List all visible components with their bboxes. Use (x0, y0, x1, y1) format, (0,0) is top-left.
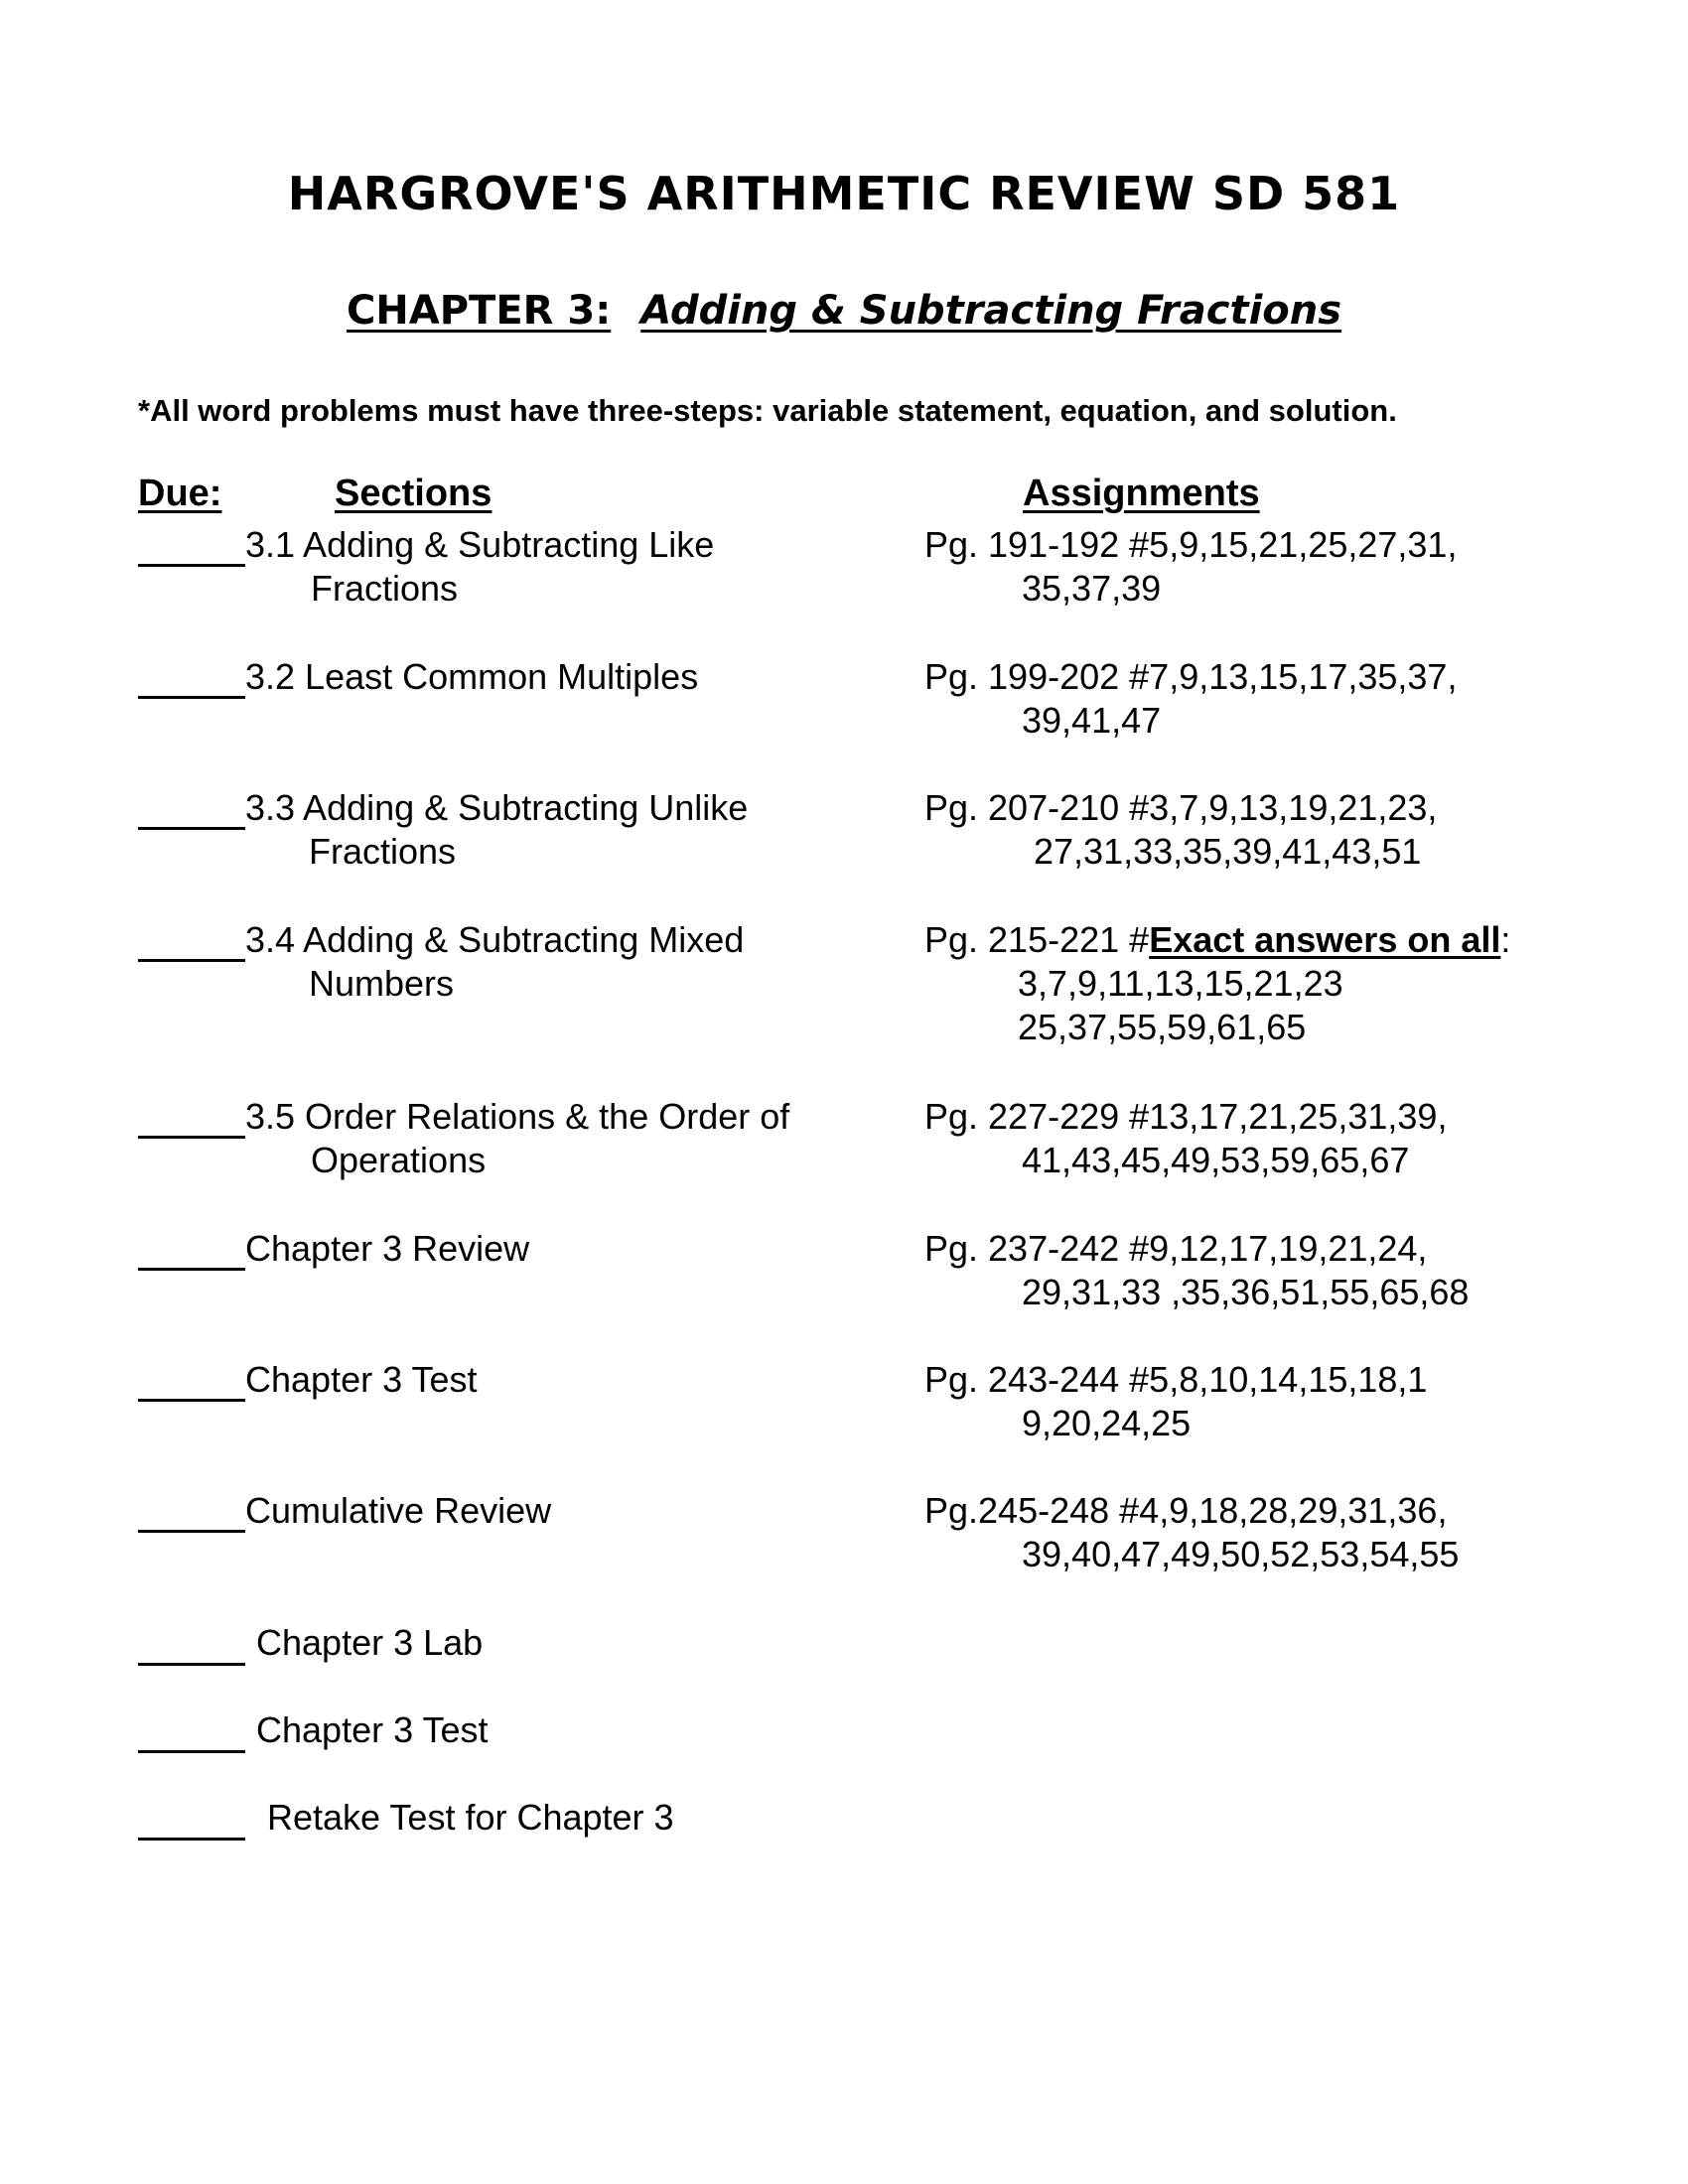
assignment-text-continued: 39,40,47,49,50,52,53,54,55 (1022, 1534, 1460, 1574)
section-label: Cumulative Review (245, 1490, 552, 1531)
due-date-blank[interactable] (138, 1399, 245, 1402)
assignment-text-continued: 25,37,55,59,61,65 (1018, 1007, 1307, 1047)
column-header-due: Due: (138, 473, 222, 514)
assignment-suffix: : (1500, 919, 1511, 960)
section-label: Chapter 3 Review (245, 1228, 530, 1269)
due-date-blank[interactable] (138, 1750, 245, 1753)
due-date-blank[interactable] (138, 1663, 245, 1666)
column-header-sections: Sections (335, 473, 492, 514)
assignment-text (924, 918, 1510, 962)
section-label: 3.4 Adding & Subtracting Mixed (245, 919, 745, 960)
assignment-text: Pg. 191-192 #5,9,15,21,25,27,31, (924, 524, 1458, 565)
word-problem-note: *All word problems must have three-steps: variable statement, equation, and solution. (138, 393, 1397, 428)
assignment-text: Pg. 243-244 #5,8,10,14,15,18,1 (924, 1359, 1428, 1400)
assignment-text: Pg. 227-229 #13,17,21,25,31,39, (924, 1096, 1448, 1137)
assignment-text-continued: 29,31,33 ,35,36,51,55,65,68 (1022, 1272, 1470, 1312)
chapter-label: CHAPTER 3: (346, 288, 612, 334)
assignment-text: Pg. 237-242 #9,12,17,19,21,24, (924, 1228, 1428, 1269)
due-date-blank[interactable] (138, 1530, 245, 1533)
assignment-text-continued: 41,43,45,49,53,59,65,67 (1022, 1140, 1410, 1180)
section-label: Retake Test for Chapter 3 (267, 1797, 674, 1838)
section-label-continued: Operations (311, 1140, 487, 1180)
due-date-blank[interactable] (138, 1268, 245, 1271)
due-date-blank[interactable] (138, 1838, 245, 1841)
chapter-topic: Adding & Subtracting Fractions (640, 288, 1342, 334)
section-label: 3.5 Order Relations & the Order of (245, 1096, 790, 1137)
due-date-blank[interactable] (138, 564, 245, 567)
section-label: 3.2 Least Common Multiples (245, 656, 699, 697)
assignment-text: Pg.245-248 #4,9,18,28,29,31,36, (924, 1490, 1448, 1531)
section-label: Chapter 3 Lab (256, 1622, 484, 1663)
assignment-text-continued: 3,7,9,11,13,15,21,23 (1018, 963, 1343, 1004)
section-label: 3.3 Adding & Subtracting Unlike (245, 787, 749, 828)
due-date-blank[interactable] (138, 696, 245, 699)
assignment-text-continued: 9,20,24,25 (1022, 1403, 1192, 1443)
section-label: Chapter 3 Test (256, 1709, 489, 1750)
assignment-text-continued: 27,31,33,35,39,41,43,51 (1034, 831, 1422, 872)
due-date-blank[interactable] (138, 959, 245, 962)
chapter-heading (0, 288, 1688, 334)
due-date-blank[interactable] (138, 1136, 245, 1139)
section-label-continued: Numbers (309, 963, 455, 1004)
document-title: HARGROVE'S ARITHMETIC REVIEW SD 581 (287, 167, 1401, 220)
assignment-text-continued: 35,37,39 (1022, 568, 1162, 609)
section-label: 3.1 Adding & Subtracting Like (245, 524, 715, 565)
exact-answers-emphasis: Exact answers on all (1149, 919, 1501, 960)
section-label-continued: Fractions (311, 568, 459, 609)
column-header-assignments: Assignments (1023, 473, 1260, 514)
due-date-blank[interactable] (138, 827, 245, 830)
assignment-text-continued: 39,41,47 (1022, 700, 1162, 741)
assignment-prefix: Pg. 215-221 # (924, 919, 1150, 960)
section-label-continued: Fractions (309, 831, 457, 872)
assignment-text: Pg. 199-202 #7,9,13,15,17,35,37, (924, 656, 1458, 697)
section-label: Chapter 3 Test (245, 1359, 478, 1400)
assignment-text: Pg. 207-210 #3,7,9,13,19,21,23, (924, 787, 1438, 828)
